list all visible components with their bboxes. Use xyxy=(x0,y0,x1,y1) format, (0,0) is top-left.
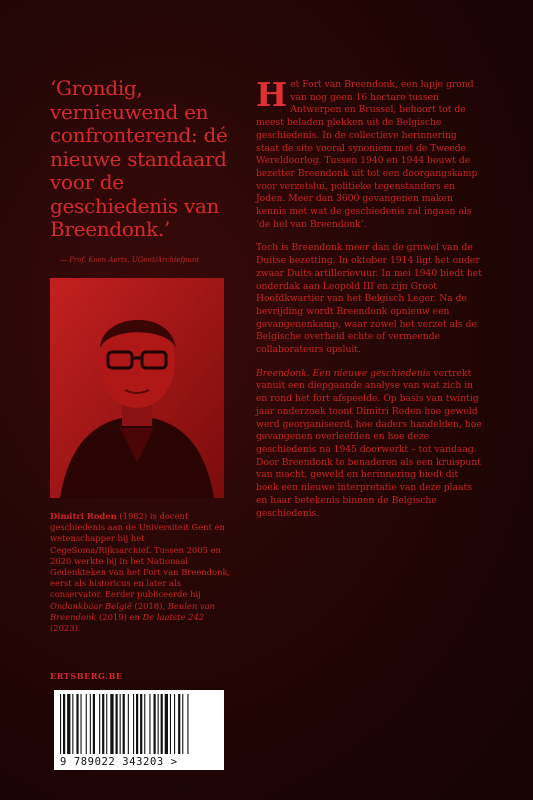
author-bio xyxy=(50,511,232,634)
author-photo xyxy=(50,278,224,498)
bio-text: (1982) is docent geschiedenis aan de Universiteit Gent en wetenschapper bij het CegeSoma/Rijksarchief. Tussen 2005 en 2020 werkte hij in het Nationaal Gedenkteken van het Fort van Breendonk, eerst als historicus en later als conservator. Eerder publiceerde hij xyxy=(50,511,231,600)
endorsement-quote: ‘Grondig, vernieuwend en confronterend: dé nieuwe standaard voor de geschiedenis van Breendonk.’ xyxy=(50,76,228,241)
blurb-paragraph-3: Breendonk. Een nieuwe geschiedenis vertrekt vanuit een diepgaande analyse van wat zich in en rond het fort afspeelde. Op basis van twintig jaar onderzoek toont Dimitri Roden hoe geweld werd georganiseerd, hoe daders handelden, hoe gevangenen overleefden en hoe deze geschiedenis na 1945 doorwerkt – tot vandaag. Door Breendonk te benaderen als een kruispunt van macht, geweld en herinnering biedt dit boek een nieuwe interpretatie van deze plaats en haar betekenis binnen de Belgische geschiedenis. xyxy=(256,367,482,519)
bio-text: (2019) en xyxy=(96,611,143,622)
bio-text: (2023). xyxy=(50,623,81,634)
bio-book-title: De laatste 242 xyxy=(142,611,205,622)
bio-book-title: Beulen van Breendonk xyxy=(50,600,216,622)
quote-attribution: — Prof. Koen Aerts, UGent/Archiefpunt xyxy=(60,256,200,264)
author-portrait-image xyxy=(50,278,224,498)
publisher-url: ERTSBERG.BE xyxy=(50,671,123,681)
author-name: Dimitri Roden xyxy=(50,511,117,521)
blurb-text xyxy=(256,75,482,531)
isbn-number: 9 789022 343203 > xyxy=(60,756,178,768)
blurb-paragraph-2: Toch is Breendonk meer dan de gruwel van de Duitse bezetting. In oktober 1914 ligt het onder zwaar Duits artillerievuur. In mei 1940 biedt het onderdak aan Leopold III en zijn Groot Hoofdkwartier van het Belgisch Leger. Na de bevrijding wordt Breendonk opnieuw een gevangenenkamp, waar zowel het verzet als de Belgische overheid echte of vermeende collaborateurs opsluit. xyxy=(256,242,482,356)
bio-book-title: Ondankbaar België xyxy=(50,600,132,611)
drop-cap: H xyxy=(256,75,288,114)
blurb-paragraph-1: Het Fort van Breendonk, een lapje grond van nog geen 16 hectare tussen Antwerpen en Brussel, behoort tot de meest beladen plekken uit de Belgische geschiedenis. In de collectieve herinnering staat de site vooral synoniem met de Tweede Wereldoorlog. Tussen 1940 en 1944 bouwt de bezetter Breendonk uit tot een doorgangskamp voor verzetslui, politieke tegenstanders en Joden. Meer dan 3600 gevangenen maken kennis met wat de geschiedenis zal ingaan als ‘de hel van Breendonk’. xyxy=(256,75,478,230)
book-title: Breendonk. Een nieuwe geschiedenis xyxy=(256,367,431,379)
bio-text: (2018), xyxy=(131,600,168,611)
